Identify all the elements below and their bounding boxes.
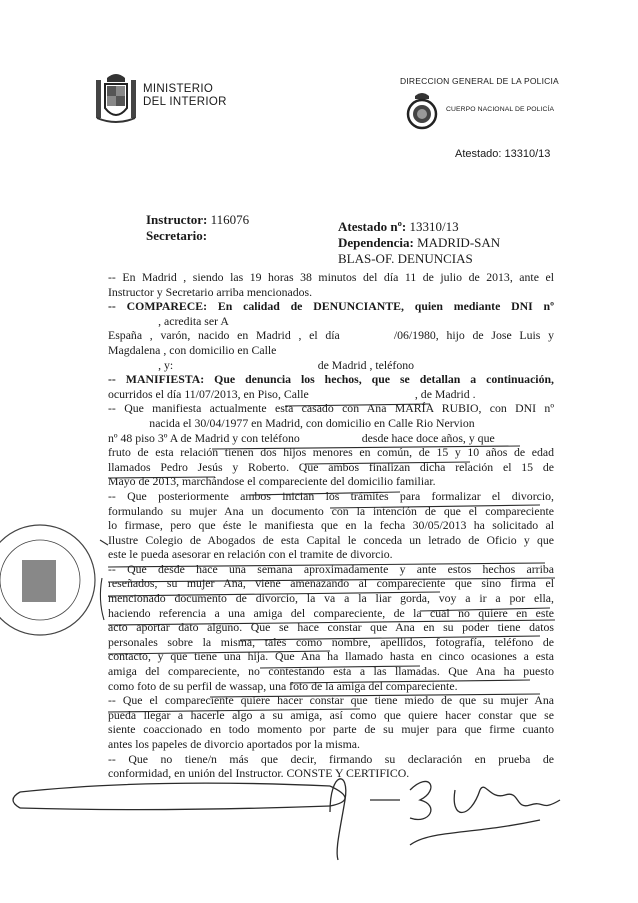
body-line: lo firmase, pero que éste le manifiesta que en la fecha 30/05/2013 ha solicitado al	[108, 518, 554, 533]
body-line: España , varón, nacido en Madrid , el día /06/1980, hijo de Jose Luis y	[108, 328, 554, 343]
spain-coat-of-arms-icon	[93, 70, 139, 128]
body-line: fruto de esta relación tienen dos hijos menores en común, de 15 y 10 años de edad	[108, 445, 554, 460]
body-line: ocurridos el día 11/07/2013, en Piso, Calle , de Madrid .	[108, 386, 476, 401]
instructor-value: 116076	[210, 212, 250, 227]
atestado-header: Atestado: 13310/13	[455, 148, 551, 160]
ministry-name	[143, 83, 227, 109]
body-line: Mayo de 2013, marchándose el compareciente del domicilio familiar.	[108, 474, 436, 489]
declaration-body	[108, 270, 554, 781]
instructor-label: Instructor:	[146, 212, 208, 227]
body-line: -- Que el compareciente quiere hacer constar que tiene miedo de que su mujer Ana	[108, 693, 554, 708]
body-line: -- MANIFIESTA: Que denuncia los hechos, que se detallan a continuación,	[108, 372, 554, 387]
police-corps: CUERPO NACIONAL DE POLICÍA	[446, 106, 555, 113]
body-line: pueda llegar a hacerle algo a su amiga, así como que quiere hacer constar que se	[108, 707, 554, 722]
body-line: amiga del compareciente, no contestando esta a las llamadas. Que Ana ha puesto	[108, 664, 554, 679]
body-line: -- En Madrid , siendo las 19 horas 38 minutos del día 11 de julio de 2013, ante el	[108, 270, 554, 284]
body-line: mencionado documento de divorcio, la va a la liar gorda, voy a ir a por ella,	[108, 591, 554, 606]
body-line: -- Que posteriormente ambos inician los trámites para formalizar el divorcio,	[108, 488, 554, 503]
body-line: acto aportar dato alguno. Que se hace constar que Ana en su poder tiene datos	[108, 620, 554, 635]
body-line: conformidad, en unión del Instructor. CONSTE Y CERTIFICO.	[108, 766, 410, 781]
body-line: formulando su mujer Ana un documento con la intención de que el compareciente	[108, 503, 554, 518]
body-line: contacto, y que tiene una hija. Que Ana ha llamado hasta en cinco ocasiones a esta	[108, 649, 554, 664]
body-line: nº 48 piso 3º A de Madrid y con teléfono desde hace doce años, y que	[108, 430, 495, 445]
round-stamp-icon	[0, 525, 95, 635]
dependencia-value-2: BLAS-OF. DENUNCIAS	[338, 251, 473, 266]
atestado-value: 13310/13	[409, 219, 459, 234]
dependencia-value: MADRID-SAN	[417, 235, 501, 250]
body-line: nacida el 30/04/1977 en Madrid, con domicilio en Calle Rio Nervion	[108, 415, 475, 430]
body-line: -- COMPARECE: En calidad de DENUNCIANTE, quien mediante DNI nº	[108, 299, 554, 314]
body-line: como foto de su perfil de wassap, una foto de la amiga del compareciente.	[108, 678, 458, 693]
body-line: , acredita ser A	[108, 313, 229, 328]
body-line: personales sobre la misma, tales como nombre, apellidos, fotografía, teléfono de	[108, 634, 554, 649]
body-line: , y: de Madrid , teléfono	[108, 357, 415, 372]
body-line: Magdalena , con domicilio en Calle	[108, 342, 277, 357]
body-line: Instructor y Secretario arriba mencionados.	[108, 284, 313, 299]
dependencia-label: Dependencia:	[338, 235, 414, 250]
body-line: antes los papeles de divorcio aportados por la misma.	[108, 737, 360, 751]
body-line: este le pueda asesorar en relación con el tramite de divorcio.	[108, 547, 393, 562]
instructor-block	[146, 212, 249, 244]
body-line: reseñados, su mujer Ana, viene amenazando al compareciente que sino firma el	[108, 576, 554, 591]
police-direction: DIRECCION GENERAL DE LA POLICIA	[400, 76, 559, 86]
ministry-line-2: DEL INTERIOR	[143, 96, 227, 108]
body-line: -- Que no tiene/n más que decir, firmando su declaración en prueba de	[108, 751, 554, 766]
body-line: Ilustre Colegio de Abogados de esta Capital le conceda un letrado de Oficio y que	[108, 532, 554, 547]
police-badge-icon	[405, 90, 439, 130]
atestado-label: Atestado nº:	[338, 219, 407, 234]
signature-icon	[13, 779, 560, 860]
body-line: -- Que manifiesta actualmente esta casado con Ana MARÍA RUBIO, con DNI nº	[108, 401, 554, 416]
body-line: haciendo referencia a una amiga del compareciente, de la cual no quiere en este	[108, 605, 554, 620]
body-line: llamados Pedro Jesús y Roberto. Que ambos finalizan dicha relación el 15 de	[108, 459, 554, 474]
secretario-label: Secretario:	[146, 228, 208, 243]
body-line: -- Que desde hace una semana aproximadamente y ante estos hechos arriba	[108, 561, 554, 576]
atestado-block	[338, 219, 500, 267]
ministry-line-1: MINISTERIO	[143, 83, 214, 95]
body-line: siente coaccionado en todo momento por parte de su mujer para que firme cuanto	[108, 722, 554, 737]
